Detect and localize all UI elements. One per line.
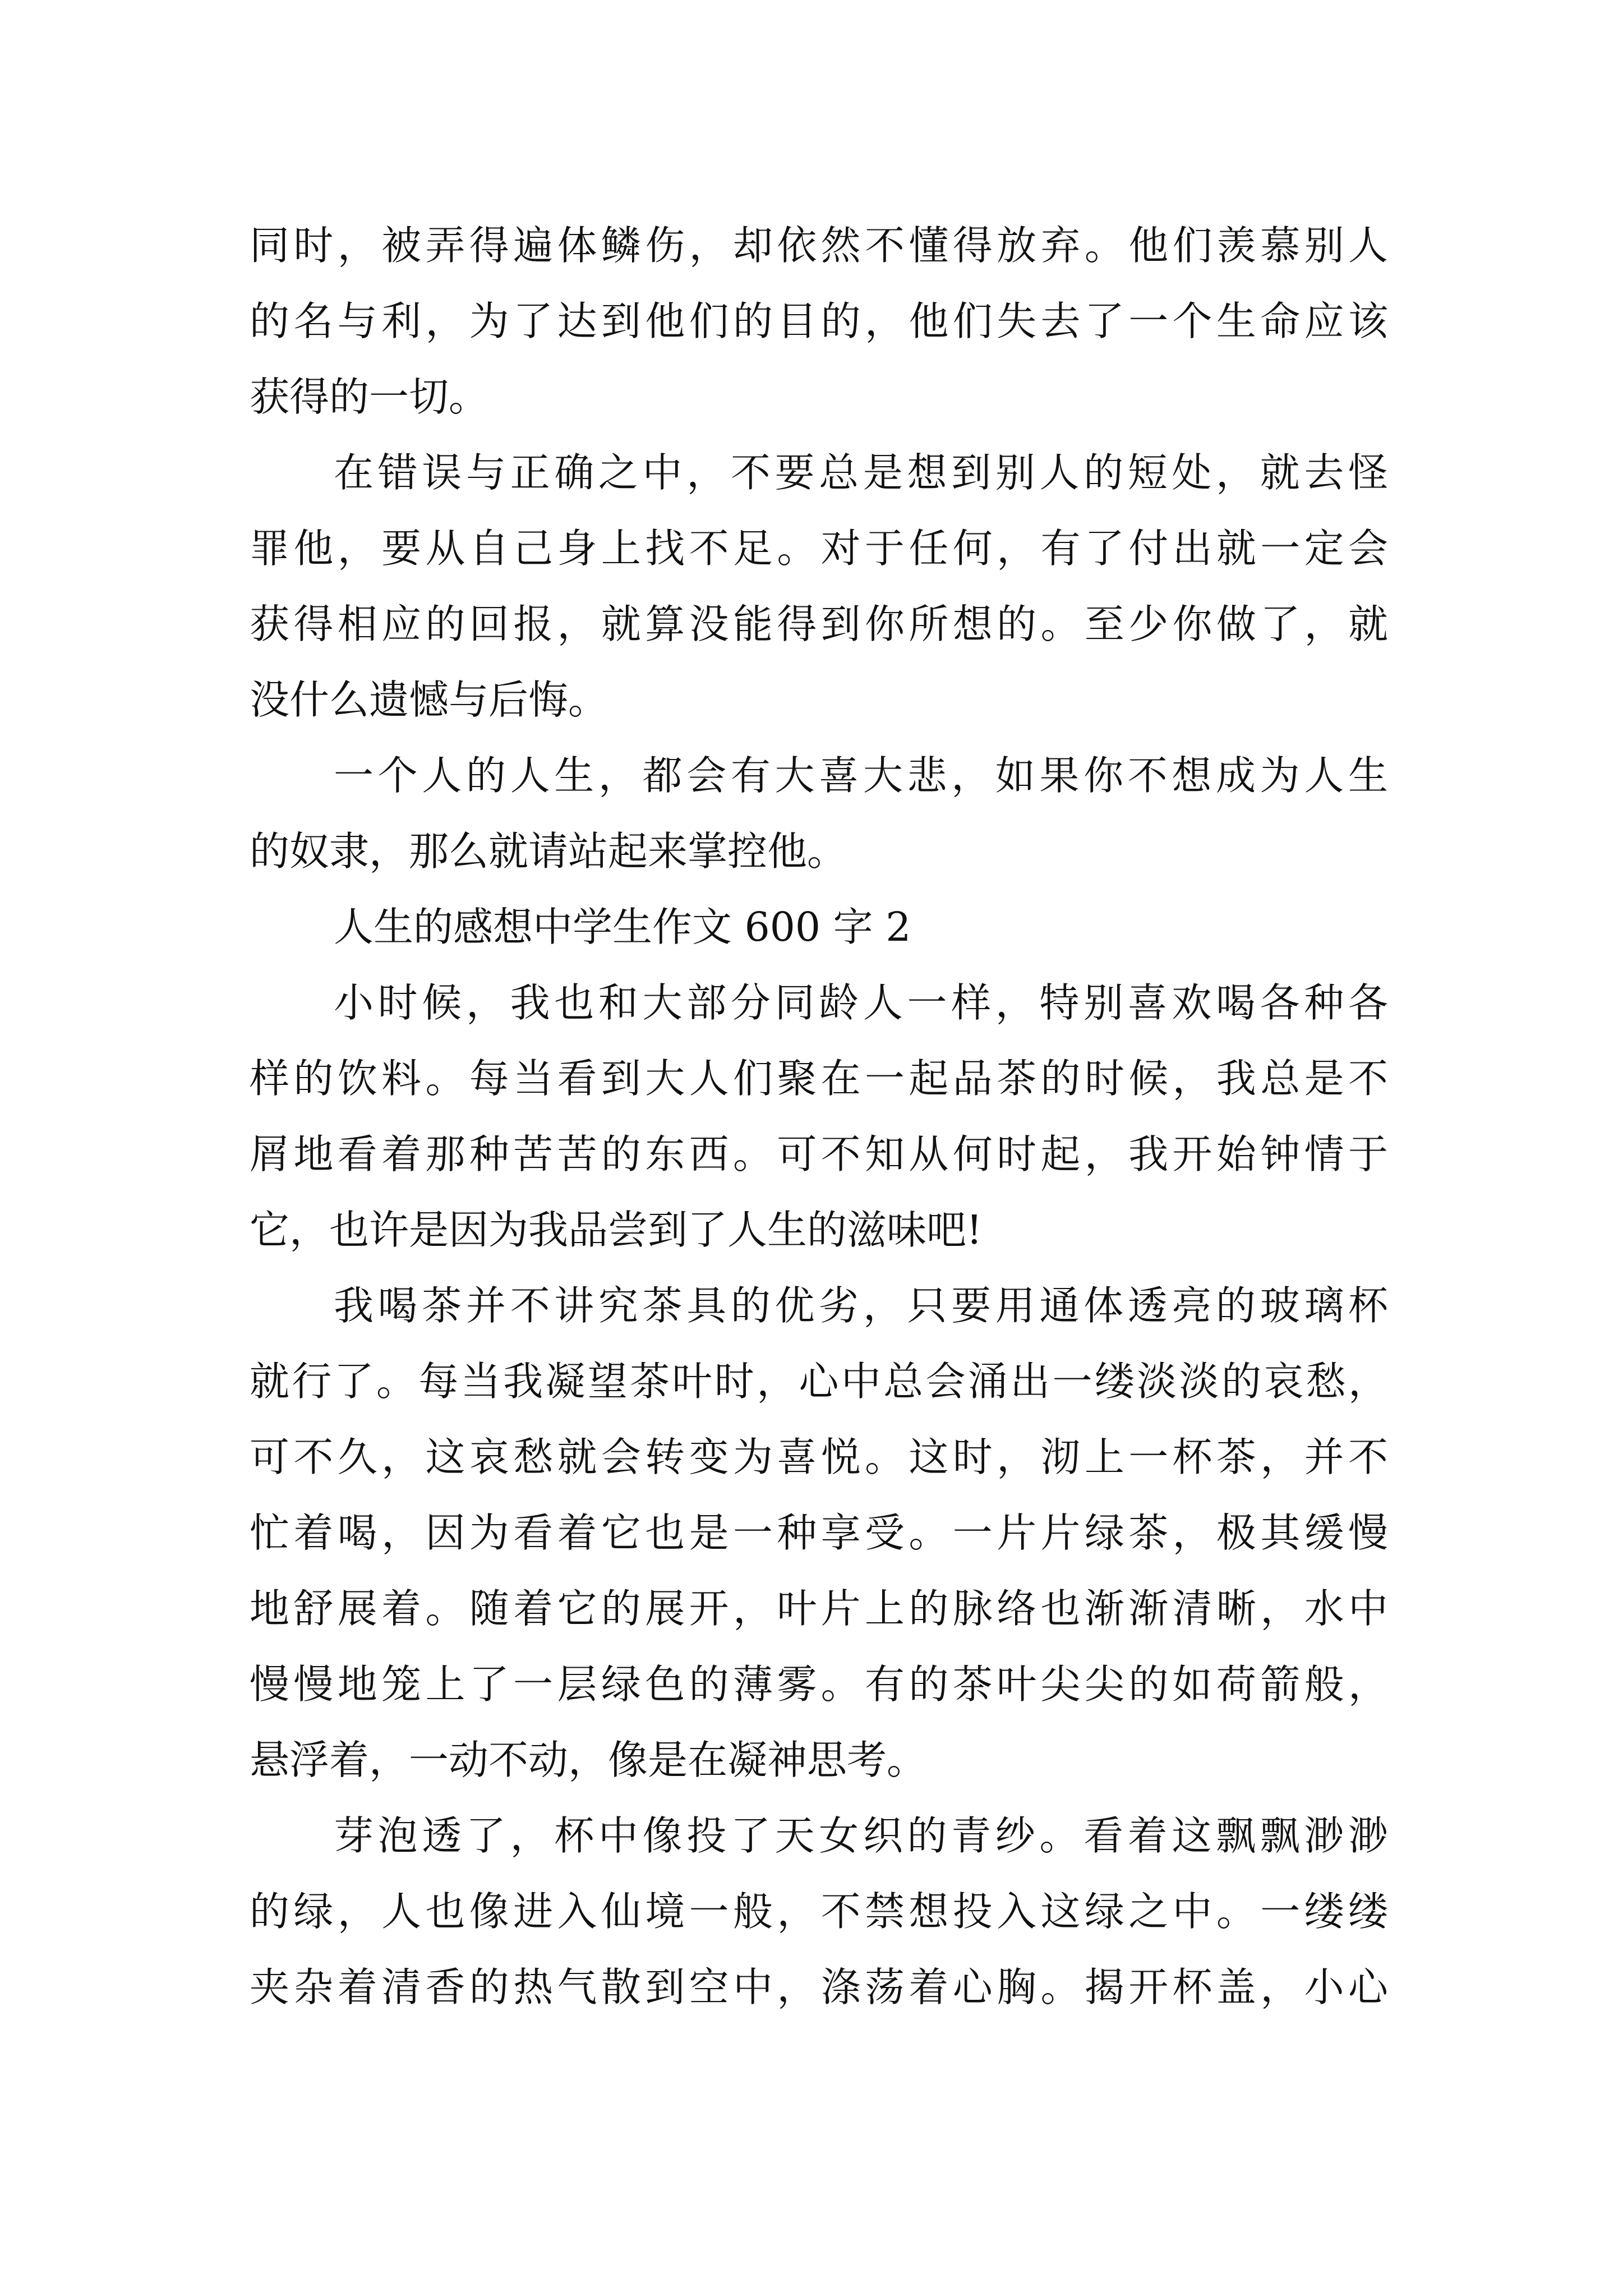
text-line: 小时候，我也和大部分同龄人一样，特别喜欢喝各种各 bbox=[334, 979, 1388, 1026]
text-line: 悬浮着，一动不动，像是在凝神思考。 bbox=[250, 1737, 927, 1783]
text-line: 一个人的人生，都会有大喜大悲，如果你不想成为人生 bbox=[334, 752, 1388, 799]
text-line: 没什么遗憾与后悔。 bbox=[250, 677, 608, 723]
text-line: 样的饮料。每当看到大人们聚在一起品茶的时候，我总是不 bbox=[250, 1055, 1388, 1102]
text-line: 芽泡透了，杯中像投了天女织的青纱。看着这飘飘渺渺 bbox=[334, 1812, 1388, 1859]
text-line: 在错误与正确之中，不要总是想到别人的短处，就去怪 bbox=[334, 449, 1388, 496]
paragraph bbox=[250, 1798, 1388, 2025]
article-body bbox=[250, 208, 1388, 2025]
paragraph bbox=[250, 208, 1388, 435]
text-line: 它，也许是因为我品尝到了人生的滋味吧! bbox=[250, 1207, 983, 1253]
text-line: 屑地看着那种苦苦的东西。可不知从何时起，我开始钟情于 bbox=[250, 1131, 1388, 1177]
paragraph bbox=[250, 965, 1388, 1268]
heading-text: 人生的感想中学生作文 600 字 2 bbox=[334, 904, 911, 950]
text-line: 慢慢地笼上了一层绿色的薄雾。有的茶叶尖尖的如荷箭般， bbox=[250, 1661, 1388, 1708]
text-line: 地舒展着。随着它的展开，叶片上的脉络也渐渐清晰，水中 bbox=[250, 1585, 1388, 1632]
text-line: 同时，被弄得遍体鳞伤，却依然不懂得放弃。他们羡慕别人 bbox=[250, 222, 1388, 269]
text-line: 的名与利，为了达到他们的目的，他们失去了一个生命应该 bbox=[250, 298, 1388, 344]
text-line: 忙着喝，因为看着它也是一种享受。一片片绿茶，极其缓慢 bbox=[250, 1510, 1388, 1556]
text-line: 获得相应的回报，就算没能得到你所想的。至少你做了，就 bbox=[250, 601, 1388, 647]
text-line: 就行了。每当我凝望茶叶时，心中总会涌出一缕淡淡的哀愁， bbox=[250, 1358, 1388, 1405]
section-heading bbox=[250, 889, 1388, 965]
text-line: 我喝茶并不讲究茶具的优劣，只要用通体透亮的玻璃杯 bbox=[334, 1282, 1388, 1329]
text-line: 罪他，要从自己身上找不足。对于任何，有了付出就一定会 bbox=[250, 525, 1388, 572]
text-line: 夹杂着清香的热气散到空中，涤荡着心胸。揭开杯盖，小心 bbox=[250, 1964, 1388, 2010]
text-line: 获得的一切。 bbox=[250, 374, 489, 420]
text-line: 可不久，这哀愁就会转变为喜悦。这时，沏上一杯茶，并不 bbox=[250, 1434, 1388, 1480]
paragraph bbox=[250, 1268, 1388, 1798]
text-line: 的绿，人也像进入仙境一般，不禁想投入这绿之中。一缕缕 bbox=[250, 1888, 1388, 1935]
paragraph bbox=[250, 435, 1388, 738]
paragraph bbox=[250, 738, 1388, 889]
text-line: 的奴隶，那么就请站起来掌控他。 bbox=[250, 828, 847, 875]
